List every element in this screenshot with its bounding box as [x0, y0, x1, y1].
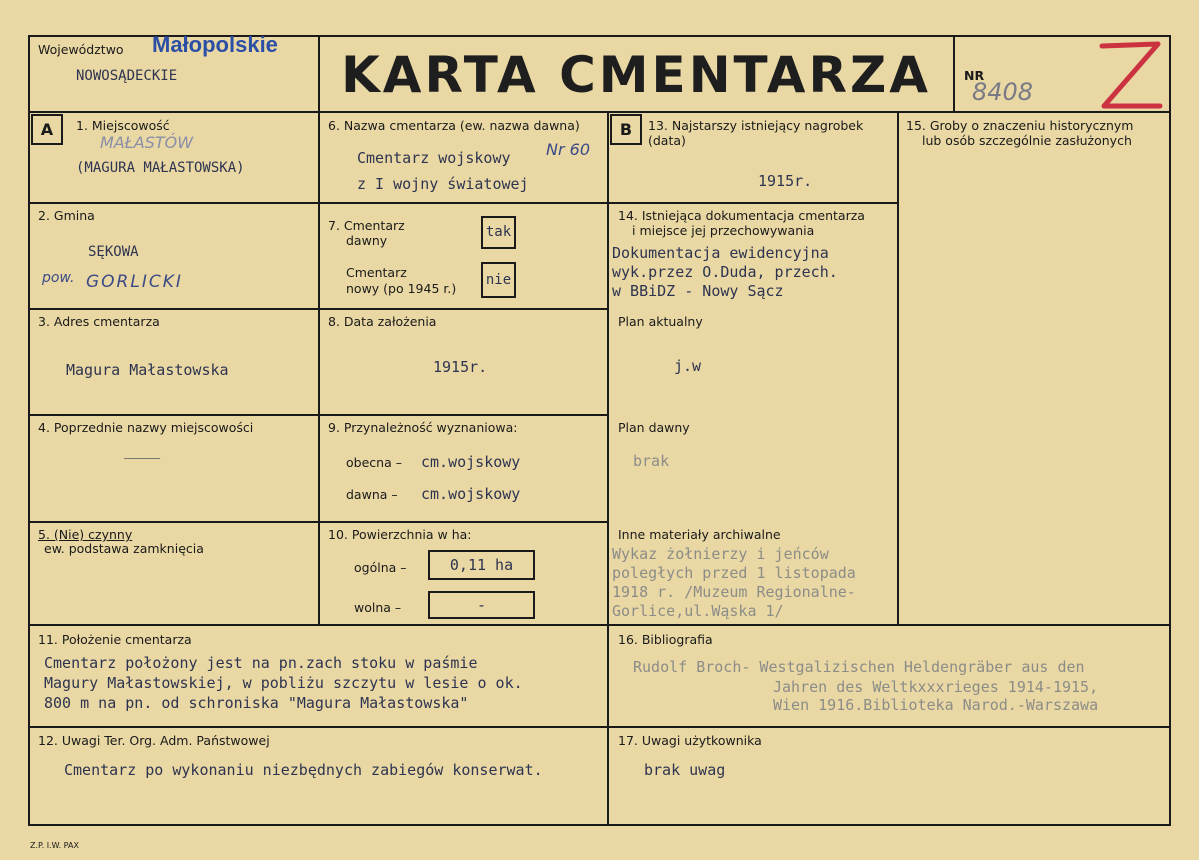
field-12-value: Cmentarz po wykonaniu niezbędnych zabiegów konserwat.	[64, 761, 543, 779]
field-14-label-2: i miejsce jej przechowywania	[632, 223, 815, 238]
plan-dawny-value: brak	[633, 452, 670, 470]
field-7-label-a1: 7. Cmentarz	[328, 218, 405, 233]
field-1-handwritten: MAŁASTÓW	[100, 133, 194, 152]
field-5-sub: ew. podstawa zamknięcia	[44, 541, 204, 556]
divider	[28, 202, 318, 204]
field-17-label: 17. Uwagi użytkownika	[618, 733, 762, 748]
field-10-ogolna-box: 0,11 ha	[428, 550, 535, 580]
plan-aktualny-value: j.w	[674, 357, 702, 375]
field-2-label: 2. Gmina	[38, 208, 95, 223]
field-5-label: 5. (Nie) czynny	[38, 527, 133, 542]
field-11-line-1: Cmentarz położony jest na pn.zach stoku w paśmie	[44, 654, 478, 672]
divider	[897, 111, 899, 624]
field-6-label: 6. Nazwa cmentarza (ew. nazwa dawna)	[328, 118, 580, 133]
field-14-line-1: Dokumentacja ewidencyjna	[612, 244, 829, 262]
inne-materialy-label: Inne materiały archiwalne	[618, 527, 781, 542]
field-7-box-dawny: tak	[481, 216, 516, 249]
field-6-line1: Cmentarz wojskowy	[357, 149, 511, 167]
divider	[28, 521, 318, 523]
field-8-value: 1915r.	[433, 358, 488, 376]
field-16-label: 16. Bibliografia	[618, 632, 713, 647]
field-7-label-b1: Cmentarz	[346, 265, 407, 280]
field-6-handwritten: Nr 60	[546, 140, 590, 159]
field-7-label-b2: nowy (po 1945 r.)	[346, 281, 457, 296]
field-1-value: (MAGURA MAŁASTOWSKA)	[76, 160, 245, 176]
printer-footer: Z.P. I.W. PAX	[30, 841, 79, 850]
field-10-wolna-box: -	[428, 591, 535, 619]
divider	[28, 414, 318, 416]
field-3-label: 3. Adres cmentarza	[38, 314, 160, 329]
nr-value: 8408	[972, 78, 1034, 106]
voivodeship-stamp: Małopolskie	[152, 32, 278, 57]
red-z-mark	[1096, 40, 1164, 112]
field-11-line-3: 800 m na pn. od schroniska "Magura Małastowska"	[44, 694, 469, 712]
divider	[318, 414, 607, 416]
field-3-value: Magura Małastowska	[66, 361, 229, 379]
divider	[318, 35, 320, 624]
field-12-label: 12. Uwagi Ter. Org. Adm. Państwowej	[38, 733, 270, 748]
inne-materialy-line-4: Gorlice,ul.Wąska 1/	[612, 602, 784, 620]
field-16-line-3: Wien 1916.Biblioteka Narod.-Warszawa	[773, 696, 1099, 714]
field-10-wolna-label: wolna –	[354, 600, 402, 615]
field-13-value: 1915r.	[758, 172, 813, 190]
field-14-line-3: w BBiDZ - Nowy Sącz	[612, 282, 784, 300]
inne-materialy-line-3: 1918 r. /Muzeum Regionalne-	[612, 583, 856, 601]
divider	[607, 202, 897, 204]
wojewodztwo-label: Województwo	[38, 42, 124, 57]
field-10-label: 10. Powierzchnia w ha:	[328, 527, 472, 542]
field-16-line-1: Rudolf Broch- Westgalizischen Heldengräber aus den	[633, 658, 1085, 676]
field-7-box-nowy: nie	[481, 262, 516, 298]
field-16-line-2: Jahren des Weltkxxxrieges 1914-1915,	[773, 678, 1099, 696]
inne-materialy-line-1: Wykaz żołnierzy i jeńców	[612, 545, 829, 563]
divider	[28, 111, 1171, 113]
divider	[28, 308, 318, 310]
section-b-marker: B	[610, 114, 642, 145]
field-10-ogolna-label: ogólna –	[354, 560, 407, 575]
card-title: KARTA CMENTARZA	[341, 46, 931, 104]
inne-materialy-line-2: poległych przed 1 listopada	[612, 564, 856, 582]
field-14-label-1: 14. Istniejąca dokumentacja cmentarza	[618, 208, 865, 223]
divider	[28, 624, 1171, 626]
field-4-value: ____	[124, 441, 161, 459]
field-17-value: brak uwag	[644, 761, 726, 779]
field-13-label-1: 13. Najstarszy istniejący nagrobek	[648, 118, 864, 133]
section-a-marker: A	[31, 114, 63, 145]
divider	[318, 202, 607, 204]
field-2-value: SĘKOWA	[88, 244, 139, 260]
field-13-label-2: (data)	[648, 133, 686, 148]
field-14-line-2: wyk.przez O.Duda, przech.	[612, 263, 838, 281]
field-15-label-2: lub osób szczególnie zasłużonych	[922, 133, 1132, 148]
field-6-line2: z I wojny światowej	[357, 175, 529, 193]
field-8-label: 8. Data założenia	[328, 314, 437, 329]
divider	[318, 308, 607, 310]
field-4-label: 4. Poprzednie nazwy miejscowości	[38, 420, 254, 435]
field-9-dawna-value: cm.wojskowy	[421, 485, 521, 503]
divider	[28, 726, 1171, 728]
field-11-label: 11. Położenie cmentarza	[38, 632, 192, 647]
plan-dawny-label: Plan dawny	[618, 420, 690, 435]
plan-aktualny-label: Plan aktualny	[618, 314, 703, 329]
field-9-dawna-label: dawna –	[346, 487, 398, 502]
field-7-label-a2: dawny	[346, 233, 388, 248]
wojewodztwo-old-value: NOWOSĄDECKIE	[76, 68, 178, 84]
field-9-obecna-value: cm.wojskowy	[421, 453, 521, 471]
field-9-label: 9. Przynależność wyznaniowa:	[328, 420, 518, 435]
nr-label: NR	[964, 68, 985, 83]
field-9-obecna-label: obecna –	[346, 455, 402, 470]
field-15-label-1: 15. Groby o znaczeniu historycznym	[906, 118, 1134, 133]
divider	[318, 521, 607, 523]
field-11-line-2: Magury Małastowskiej, w pobliżu szczytu w lesie o ok.	[44, 674, 523, 692]
field-2-handwritten: GORLICKI	[86, 272, 183, 292]
field-1-label: 1. Miejscowość	[76, 118, 170, 133]
divider	[607, 111, 609, 826]
field-2-pow: pow.	[42, 270, 75, 286]
